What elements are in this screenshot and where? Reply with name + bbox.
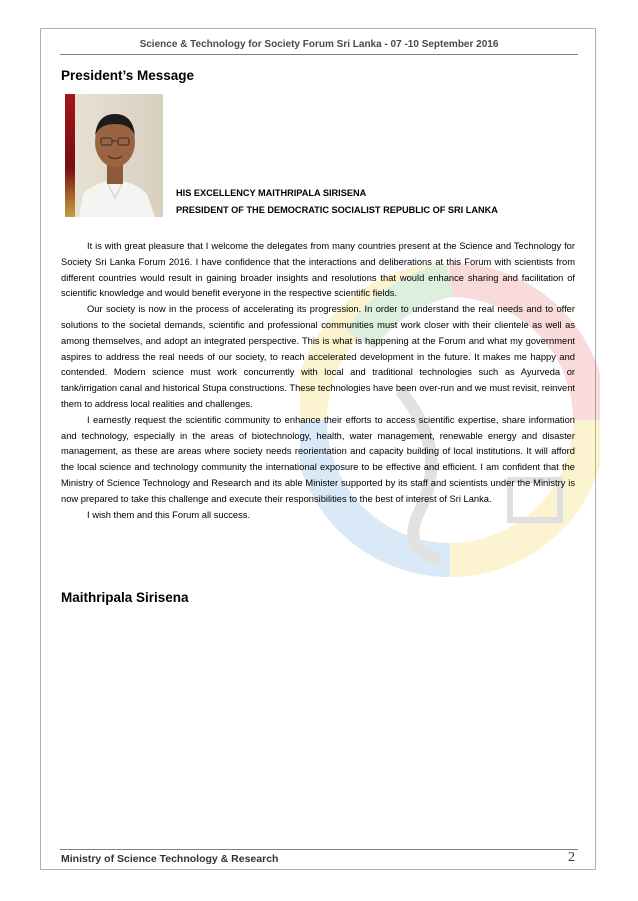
page-title: President’s Message (61, 68, 195, 83)
paragraph: I wish them and this Forum all success. (87, 509, 251, 520)
message-body (61, 239, 575, 523)
running-header: Science & Technology for Society Forum Sri Lanka - 07 -10 September 2016 (139, 39, 499, 50)
signature-line-name: HIS EXCELLENCY MAITHRIPALA SIRISENA (176, 188, 367, 198)
page-number: 2 (568, 850, 575, 865)
running-footer: Ministry of Science Technology & Research (61, 853, 279, 865)
paragraph: I earnestly request the scientific community to enhance their efforts to access scientific expertise, share information and technology, especially in the areas of biotechnology, health, water management, renewable energy and disaster management, as these are areas where society needs reorientation and capacity building of local institutions. It will afford the local science and technology community the international exposure to be effective and efficient. I am confident that the Ministry of Science Technology and Research and its able Minister supported by its staff and scientists under the Ministry is now prepared to take this challenge and execute their responsibilities to the best of interest of Sri Lanka. (61, 414, 575, 504)
president-photo (65, 94, 163, 217)
paragraph: Our society is now in the process of accelerating its progression. In order to understand the real needs and to offer solutions to the societal demands, scientific and professional communities must work closer with their clientele as well as among themselves, and adopt an integrated perspective. This is what is happening at the Forum and what my government aspires to address the real needs of our society, to reach accelerated development in the future. It makes me happy and contended. Modern science must work concurrently with local and traditional technologies such as Ayurveda or tank/irrigation canal and historical Stupa constructions. These technologies have been over-run and we must revisit, reinvent them to address local realities and challenges. (61, 304, 576, 409)
paragraph: It is with great pleasure that I welcome the delegates from many countries present at the Science and Technology for Society Sri Lanka Forum 2016. I have confidence that the interactions and deliberations at this Forum with scientists from different countries would result in gaining broader insights and resolutions that would enhance sharing and facilitation of scientific knowledge and would benefit everyone in the respective scientific fields. (61, 241, 575, 299)
portrait-illustration (65, 94, 163, 217)
header-divider (60, 54, 578, 55)
closing-signature-name: Maithripala Sirisena (61, 590, 189, 605)
signature-line-title: PRESIDENT OF THE DEMOCRATIC SOCIALIST REPUBLIC OF SRI LANKA (176, 205, 498, 215)
footer-divider (60, 849, 578, 850)
